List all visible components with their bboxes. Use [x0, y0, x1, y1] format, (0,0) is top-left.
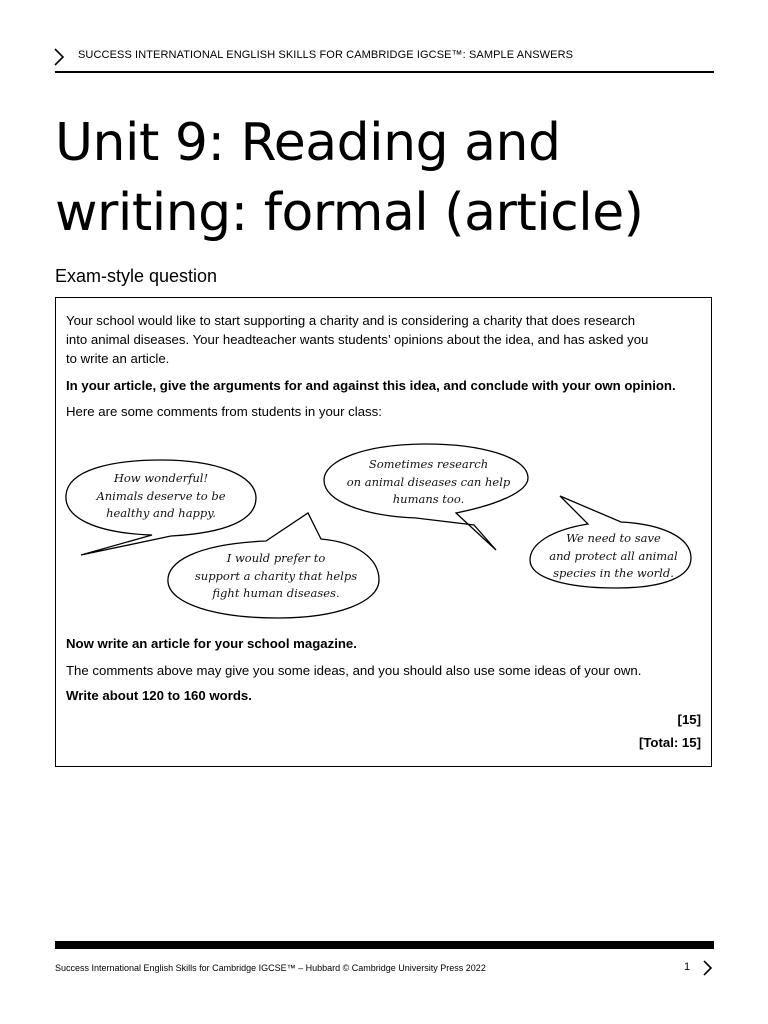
footer-text: Success International English Skills for Cambridge IGCSE™ – Hubbard © Cambridge University Press 2022: [55, 963, 486, 973]
comments-intro: Here are some comments from students in your class:: [66, 404, 382, 419]
chevron-right-icon: [52, 48, 66, 66]
intro-line-2: into animal diseases. Your headteacher wants students’ opinions about the idea, and has asked you: [66, 332, 649, 347]
total-marks-text: [Total: 15]: [638, 735, 701, 750]
task-text: Now write an article for your school magazine.: [66, 636, 357, 651]
instruction-text: In your article, give the arguments for and against this idea, and conclude with your own opinion.: [66, 378, 676, 393]
bubble-1-text: How wonderful! Animals deserve to be healthy and happy.: [96, 471, 226, 520]
chevron-right-icon[interactable]: [702, 959, 714, 977]
page-title: [55, 108, 715, 248]
intro-line-3: to write an article.: [66, 351, 170, 366]
section-subtitle: Exam-style question: [55, 266, 218, 286]
header-divider: [55, 71, 714, 73]
intro-line-1: Your school would like to start supporting a charity and is considering a charity that does research: [66, 313, 636, 328]
title-line-1: Unit 9: Reading and: [55, 113, 561, 173]
advice-text: The comments above may give you some ideas, and you should also use some ideas of your own.: [66, 663, 642, 678]
page-number: 1: [684, 961, 691, 973]
word-count-text: Write about 120 to 160 words.: [66, 688, 252, 703]
bubble-2-text: Sometimes research on animal diseases can help humans too.: [346, 457, 511, 506]
bubble-4-text: We need to save and protect all animal species in the world.: [549, 531, 678, 580]
header-text: SUCCESS INTERNATIONAL ENGLISH SKILLS FOR CAMBRIDGE IGCSE™: SAMPLE ANSWERS: [78, 49, 574, 61]
footer-bar: [55, 941, 714, 949]
speech-bubbles: [56, 440, 711, 620]
marks-text: [15]: [677, 712, 701, 727]
title-line-2: writing: formal (article): [55, 183, 644, 243]
bubble-3-text: I would prefer to support a charity that helps fight human diseases.: [194, 551, 358, 600]
